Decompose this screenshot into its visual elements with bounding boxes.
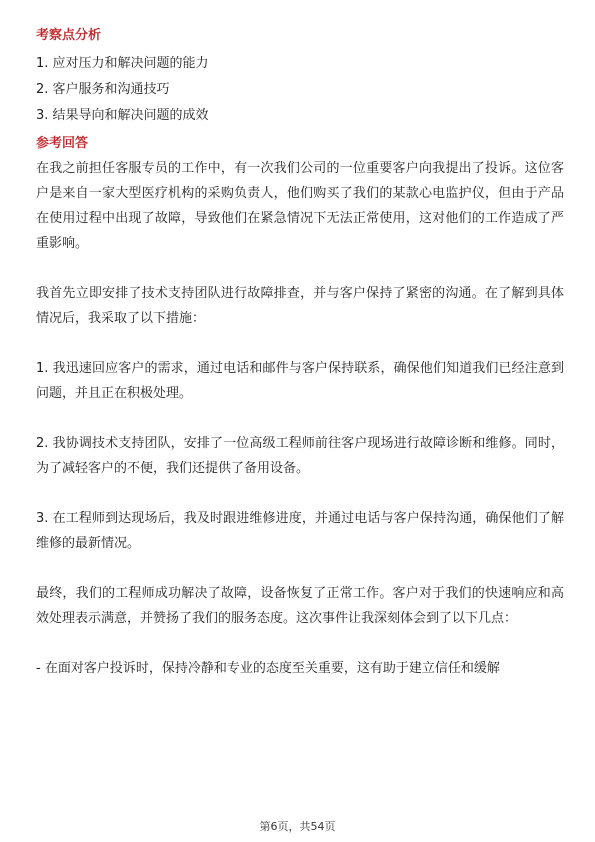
analysis-item: 3. 结果导向和解决问题的成效 <box>36 108 209 123</box>
answer-paragraph: 2. 我协调技术支持团队，安排了一位高级工程师前往客户现场进行故障诊断和维修。同时，为了减轻客户的不便，我们还提供了备用设备。 <box>36 436 564 476</box>
answer-paragraph: 3. 在工程师到达现场后，我及时跟进维修进度，并通过电话与客户保持沟通，确保他们了解维修的最新情况。 <box>36 511 564 551</box>
analysis-item: 2. 客户服务和沟通技巧 <box>36 82 170 97</box>
analysis-item: 1. 应对压力和解决问题的能力 <box>36 56 209 71</box>
analysis-heading: 考察点分析 <box>36 28 102 43</box>
answer-paragraph: 在我之前担任客服专员的工作中，有一次我们公司的一位重要客户向我提出了投诉。这位客户是来自一家大型医疗机构的采购负责人，他们购买了我们的某款心电监护仪，但由于产品在使用过程中出现了故障，导致他们在紧急情况下无法正常使用，这对他们的工作造成了严重影响。 <box>36 161 564 251</box>
answer-paragraph: - 在面对客户投诉时，保持冷静和专业的态度至关重要，这有助于建立信任和缓解 <box>36 661 500 676</box>
answer-heading: 参考回答 <box>36 136 89 151</box>
answer-paragraph: 1. 我迅速回应客户的需求，通过电话和邮件与客户保持联系，确保他们知道我们已经注意到问题，并且正在积极处理。 <box>36 361 564 401</box>
page-number: 第6页，共54页 <box>259 820 336 833</box>
answer-paragraph: 最终，我们的工程师成功解决了故障，设备恢复了正常工作。客户对于我们的快速响应和高效处理表示满意，并赞扬了我们的服务态度。这次事件让我深刻体会到了以下几点： <box>36 586 564 626</box>
page-content <box>36 24 564 681</box>
answer-paragraph: 我首先立即安排了技术支持团队进行故障排查，并与客户保持了紧密的沟通。在了解到具体情况后，我采取了以下措施： <box>36 286 564 326</box>
